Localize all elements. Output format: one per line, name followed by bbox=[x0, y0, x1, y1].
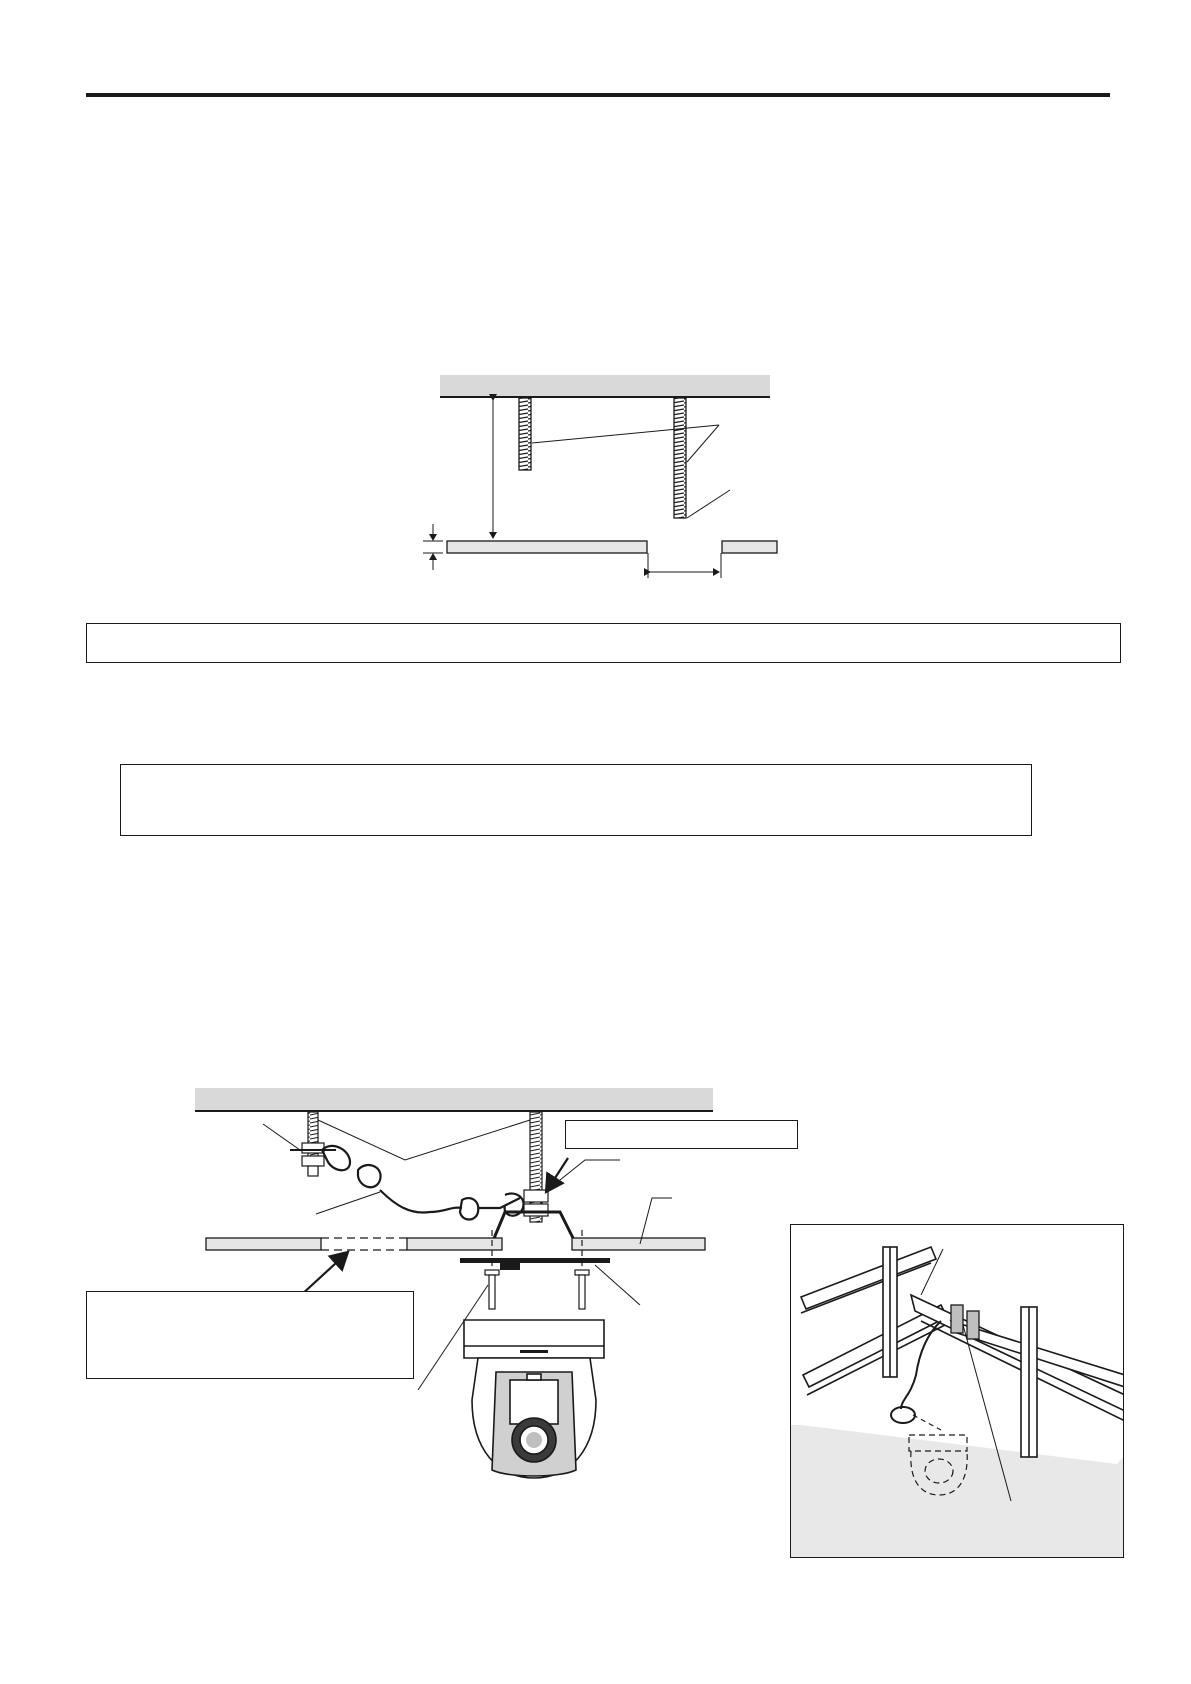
anchor-bolt-right bbox=[530, 1112, 542, 1222]
ceiling-slab-main bbox=[195, 1088, 713, 1110]
ceiling-slab bbox=[440, 375, 770, 397]
mount-screws bbox=[485, 1270, 589, 1309]
hanging-bolt-left bbox=[519, 398, 531, 470]
ceiling-panel-left bbox=[447, 541, 647, 553]
caution-box bbox=[120, 764, 1032, 836]
anchor-bolt-left bbox=[308, 1112, 318, 1174]
bolt-nut-upper bbox=[524, 1190, 548, 1202]
inset-runners bbox=[801, 1247, 1124, 1421]
bolt-leader-line bbox=[532, 425, 719, 443]
bolt-length-leader-line bbox=[687, 490, 730, 518]
ceiling-frame-wire-attachment-inset bbox=[791, 1225, 1124, 1558]
header-rule bbox=[86, 93, 1110, 97]
note-box bbox=[86, 623, 1121, 663]
ptz-camera bbox=[464, 1320, 604, 1478]
ceiling-panel-a bbox=[206, 1238, 321, 1250]
ceiling-panel-right bbox=[722, 541, 777, 553]
bolt-nut-lower bbox=[524, 1204, 548, 1216]
label-box bbox=[565, 1120, 798, 1149]
ceiling-panel-b bbox=[407, 1238, 502, 1250]
mount-bracket bbox=[490, 1212, 578, 1248]
opening-arrow bbox=[300, 1252, 348, 1296]
ceiling-panel-c bbox=[572, 1238, 705, 1250]
bracket-arrow bbox=[546, 1158, 568, 1192]
inset-frame bbox=[790, 1224, 1124, 1558]
hanging-bolt-right bbox=[674, 398, 686, 518]
safety-wire bbox=[322, 1146, 524, 1220]
instruction-box bbox=[86, 1291, 414, 1379]
mount-plate bbox=[460, 1258, 610, 1263]
